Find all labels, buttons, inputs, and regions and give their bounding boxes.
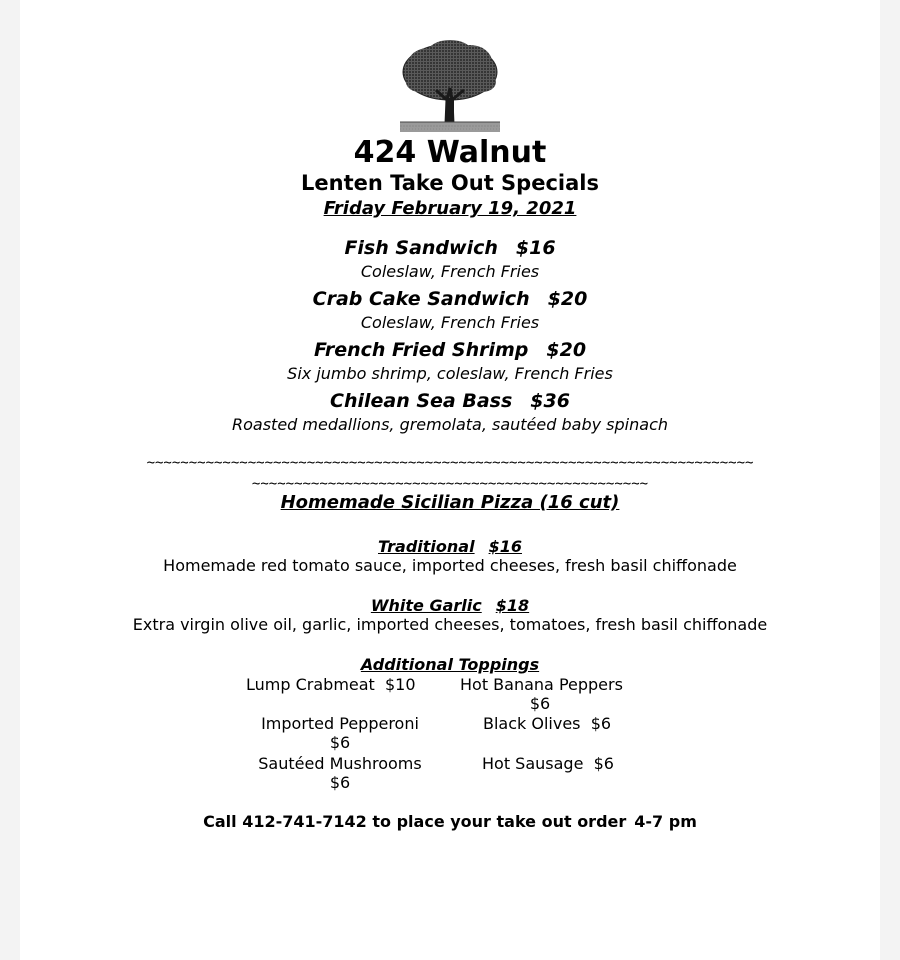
topping-name: Lump Crabmeat — [246, 675, 375, 694]
toppings-heading: Additional Toppings — [360, 655, 540, 674]
special-item-name — [20, 390, 880, 412]
topping-item — [250, 714, 430, 752]
call-to-order — [20, 812, 880, 831]
special-price: $20 — [546, 339, 587, 361]
topping-item — [482, 754, 614, 773]
menu-page — [20, 0, 880, 960]
topping-item — [460, 675, 623, 713]
oak-tree-icon — [400, 38, 500, 134]
topping-name: Black Olives — [483, 714, 581, 733]
topping-name: Hot Banana Peppers — [460, 675, 623, 694]
topping-price: $6 — [529, 694, 551, 713]
special-description: Six jumbo shrimp, coleslaw, French Fries — [287, 364, 613, 383]
topping-price: $6 — [329, 733, 351, 752]
special-description: Coleslaw, French Fries — [360, 313, 540, 332]
topping-item — [483, 714, 611, 733]
special-description: Coleslaw, French Fries — [360, 262, 540, 281]
tilde-divider: ~~~~~~~~~~~~~~~~~~~~~~~~~~~~~~~~~~~~~~~~~~~~~~~~~~~~~~~~~~~~~~~~~~~~~~~~ — [146, 455, 754, 471]
topping-item — [250, 754, 430, 792]
pizza-option-description: Homemade red tomato sauce, imported cheeses, fresh basil chiffonade — [163, 556, 737, 575]
pizza-heading: Homemade Sicilian Pizza (16 cut) — [280, 492, 620, 513]
order-hours: 4-7 pm — [634, 812, 697, 831]
special-item-name — [20, 237, 880, 259]
topping-name: Hot Sausage — [482, 754, 584, 773]
pizza-option-price: $18 — [495, 596, 530, 615]
topping-name: Sautéed Mushrooms — [258, 754, 422, 773]
special-name: Chilean Sea Bass — [330, 390, 513, 412]
topping-price: $6 — [329, 773, 351, 792]
special-price: $20 — [547, 288, 588, 310]
menu-date: Friday February 19, 2021 — [323, 198, 577, 219]
special-price: $16 — [515, 237, 556, 259]
pizza-option-name: White Garlic — [370, 596, 482, 615]
page-subtitle: Lenten Take Out Specials — [301, 171, 599, 195]
special-name: Fish Sandwich — [344, 237, 498, 259]
tilde-divider: ~~~~~~~~~~~~~~~~~~~~~~~~~~~~~~~~~~~~~~~~~~~~~~~ — [251, 476, 649, 492]
pizza-option-heading — [20, 537, 880, 556]
special-price: $36 — [530, 390, 570, 412]
pizza-option-name: Traditional — [378, 537, 475, 556]
phone-order-text: Call 412-741-7142 to place your take out order — [203, 812, 627, 831]
pizza-option-heading — [20, 596, 880, 615]
topping-item — [246, 675, 416, 694]
restaurant-name: 424 Walnut — [353, 135, 547, 170]
special-item-name — [20, 288, 880, 310]
special-item-name — [20, 339, 880, 361]
pizza-option-price: $16 — [488, 537, 522, 556]
topping-price: $6 — [593, 754, 614, 773]
pizza-option-description: Extra virgin olive oil, garlic, imported cheeses, tomatoes, fresh basil chiffonade — [132, 615, 768, 634]
special-name: French Fried Shrimp — [313, 339, 529, 361]
special-name: Crab Cake Sandwich — [312, 288, 530, 310]
topping-price: $6 — [590, 714, 612, 733]
special-description: Roasted medallions, gremolata, sautéed baby spinach — [232, 415, 668, 434]
topping-name: Imported Pepperoni — [261, 714, 419, 733]
topping-price: $10 — [385, 675, 416, 694]
